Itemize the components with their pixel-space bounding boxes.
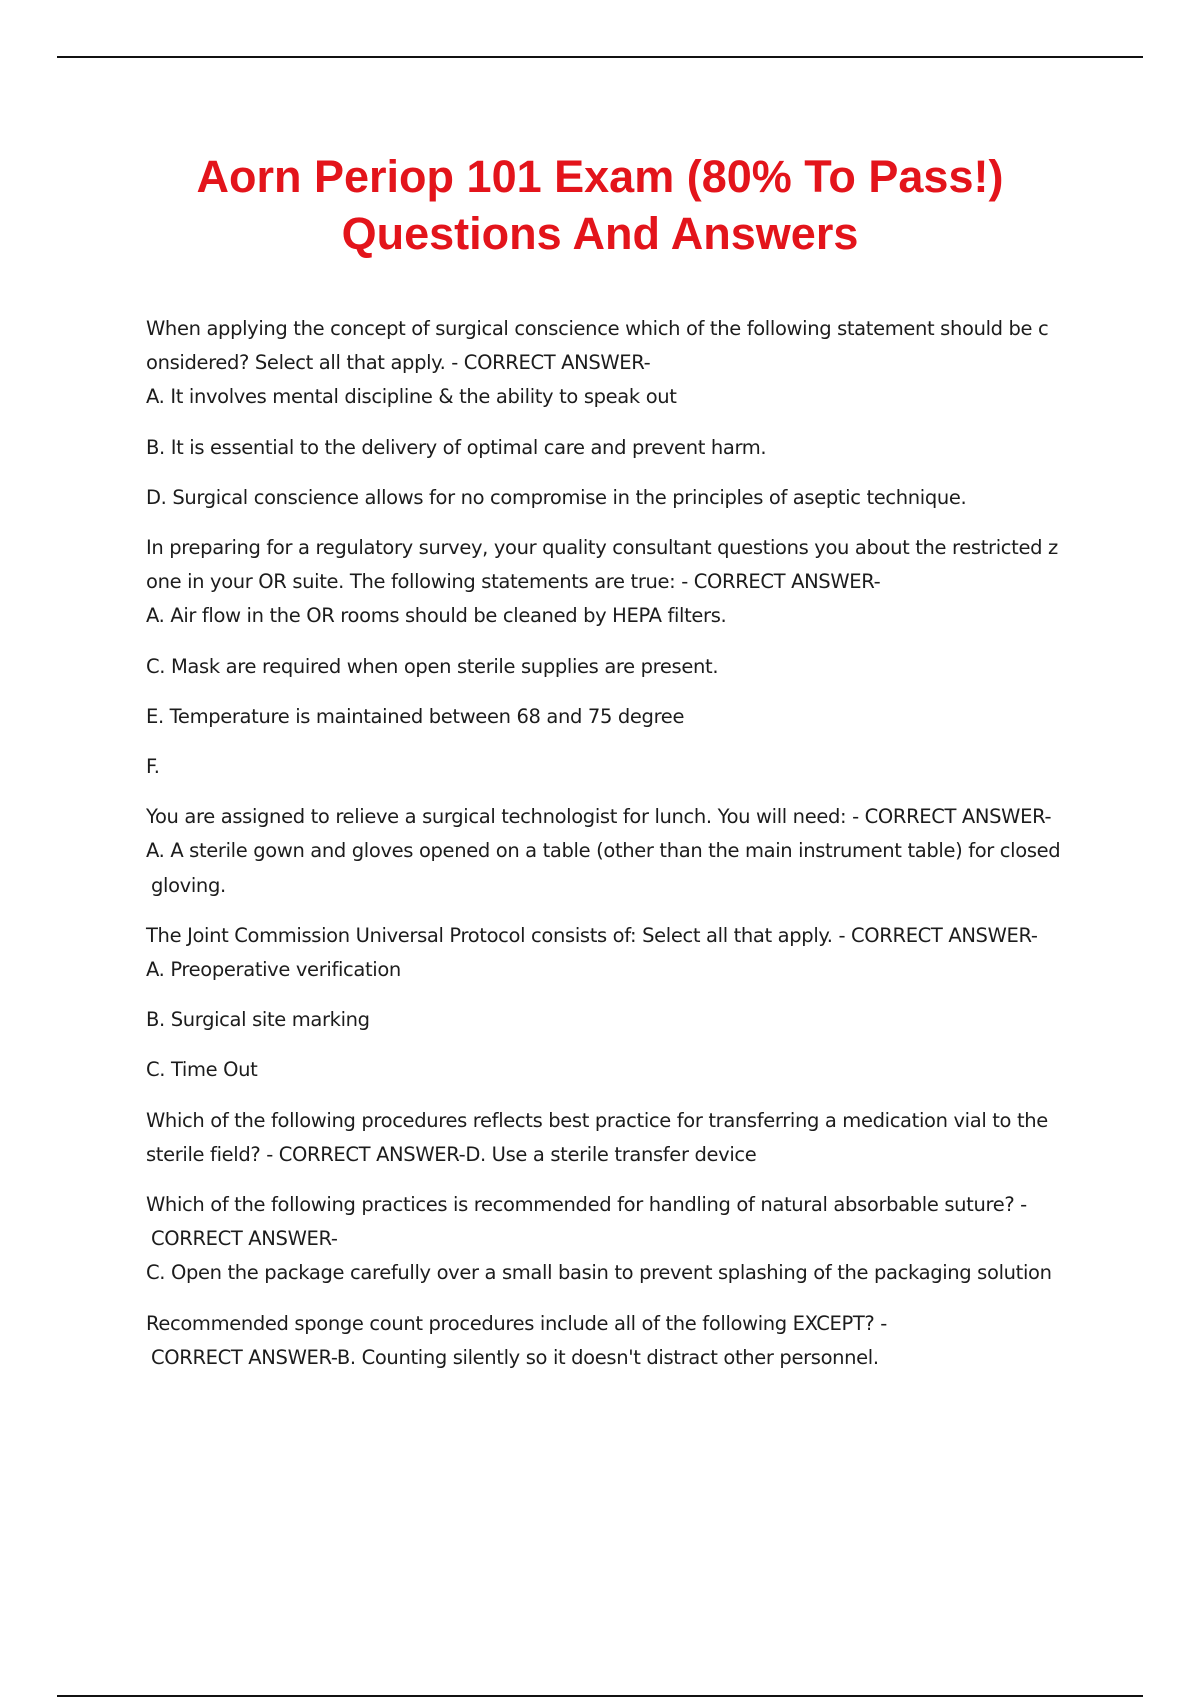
text-line: The Joint Commission Universal Protocol consists of: Select all that apply. - CORRECT ANSWER- [146, 923, 1038, 947]
paragraph [146, 531, 1096, 634]
paragraph [146, 1188, 1096, 1291]
paragraph [146, 800, 1096, 903]
text-line: F. [146, 755, 160, 779]
text-line: onsidered? Select all that apply. - CORRECT ANSWER- [146, 351, 651, 375]
text-line: A. Air flow in the OR rooms should be cleaned by HEPA filters. [146, 604, 727, 628]
paragraph [146, 1307, 1096, 1375]
text-line: gloving. [151, 873, 226, 897]
paragraph [146, 1053, 1096, 1087]
text-line: B. It is essential to the delivery of optimal care and prevent harm. [146, 435, 767, 459]
paragraph [146, 650, 1096, 684]
paragraph [146, 750, 1096, 784]
paragraph [146, 431, 1096, 465]
paragraph [146, 919, 1096, 987]
text-line: E. Temperature is maintained between 68 and 75 degree [146, 704, 685, 728]
paragraph [146, 1104, 1096, 1172]
top-rule [57, 56, 1143, 58]
paragraph [146, 1003, 1096, 1037]
title-line-1: Aorn Periop 101 Exam (80% To Pass!) [196, 151, 1004, 202]
text-line: B. Surgical site marking [146, 1008, 370, 1032]
text-line: CORRECT ANSWER-B. Counting silently so it doesn't distract other personnel. [151, 1345, 879, 1369]
text-line: CORRECT ANSWER- [151, 1227, 338, 1251]
text-line: A. Preoperative verification [146, 958, 401, 982]
text-line: one in your OR suite. The following statements are true: - CORRECT ANSWER- [146, 570, 881, 594]
text-line: In preparing for a regulatory survey, your quality consultant questions you about the restricted z [146, 536, 1058, 560]
paragraph [146, 700, 1096, 734]
text-line: C. Time Out [146, 1058, 258, 1082]
bottom-rule [57, 1695, 1143, 1697]
text-line: When applying the concept of surgical conscience which of the following statement should be c [146, 317, 1049, 340]
title-line-2: Questions And Answers [341, 208, 859, 259]
document-body [146, 312, 1096, 1391]
text-line: sterile field? - CORRECT ANSWER-D. Use a sterile transfer device [146, 1142, 757, 1166]
paragraph [146, 481, 1096, 515]
text-line: C. Open the package carefully over a small basin to prevent splashing of the packaging solution [146, 1261, 1052, 1285]
text-line: Recommended sponge count procedures include all of the following EXCEPT? - [146, 1311, 887, 1335]
text-line: You are assigned to relieve a surgical technologist for lunch. You will need: - CORRECT ANSWER- [146, 805, 1052, 829]
text-line: A. A sterile gown and gloves opened on a table (other than the main instrument table) for closed [146, 839, 1061, 863]
text-line: A. It involves mental discipline & the ability to speak out [146, 385, 677, 409]
text-line: Which of the following procedures reflects best practice for transferring a medication vial to the [146, 1108, 1048, 1132]
document-title [0, 148, 1200, 262]
text-line: D. Surgical conscience allows for no compromise in the principles of aseptic technique. [146, 485, 967, 509]
paragraph [146, 312, 1096, 415]
text-line: Which of the following practices is recommended for handling of natural absorbable suture? - [146, 1193, 1027, 1217]
text-line: C. Mask are required when open sterile supplies are present. [146, 654, 719, 678]
